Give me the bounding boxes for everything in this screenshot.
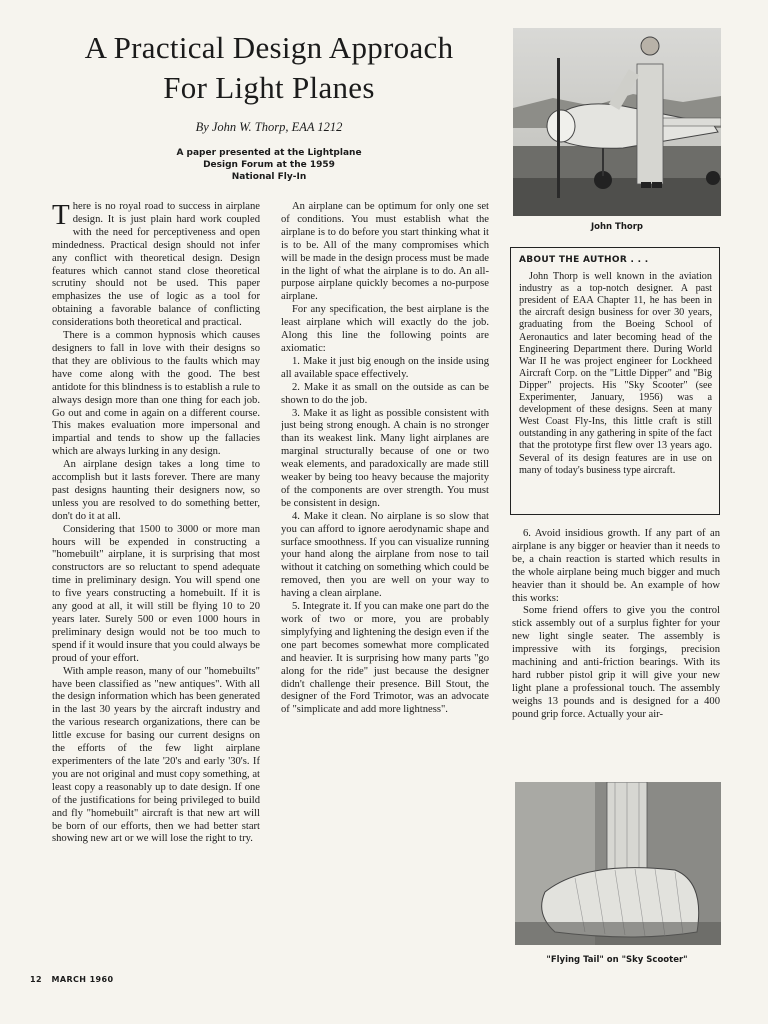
drop-cap: T — [52, 201, 70, 231]
paragraph-3: An airplane design takes a long time to accomplish but it lasts forever. There are many past designs haunting their designers now, so unless you are resolved to do something better, don't do it at all. — [52, 459, 260, 522]
paragraph-10: 3. Make it as light as possible consistent with just being strong enough. A chain is no stronger than its weakest link. Many light airplanes are marginal structurally because of one or two weak elements, and paradoxically are made still weaker by being too heavy because the majority of the components are over strength. You must be consistent in design. — [281, 407, 489, 509]
subtitle-line-1: A paper presented at the Lightplane — [176, 148, 362, 158]
byline: By John W. Thorp, EAA 1212 — [195, 120, 343, 134]
author-airplane-illustration — [513, 28, 721, 216]
text-column-2 — [281, 201, 489, 965]
flying-tail-caption: "Flying Tail" on "Sky Scooter" — [546, 955, 688, 965]
subtitle-line-3: National Fly-In — [231, 172, 307, 182]
title-line-1: A Practical Design Approach — [84, 30, 454, 65]
page-footer — [30, 975, 113, 984]
paragraph-14: Some friend offers to give you the control stick assembly out of a surplus fighter for your new light single seater. The assembly is impressive with its forgings, precision machining and anti-friction bearings. With its hard rubber pistol grip it will give your new light plane a professional touch. The assembly weighs 13 pounds and is designed for a 400 pound grip force. Actually your air- — [512, 605, 720, 720]
issue-date: MARCH 1960 — [51, 975, 114, 984]
presentation-note — [150, 147, 388, 183]
page-number: 12 — [30, 975, 42, 984]
paragraph-9: 2. Make it as small on the outside as can be shown to do the job. — [281, 381, 489, 406]
paragraph-12: 5. Integrate it. If you can make one part do the work of two or more, you are probably simplyfying and lightening the design even if the one part becomes somewhat more complicated and heavier. It is surprising how many parts "go along for the ride" just because the designer didn't challenge their presence. Bill Stout, the designer of the Ford Trimotor, was an advocate of "simplicate and add more lightness". — [281, 601, 489, 716]
paragraph-5: With ample reason, many of our "homebuilts" have been classified as "new antiques". With all the design information which has been generated in the last 30 years by the aircraft industry and the various research organizations, there can be little excuse for basing our current designs on the efforts of the few light airplane experimenters of the late '20's and early '30's. If you are not original and must copy something, at least copy a reasonably up to date design. If one of the justifications for being privileged to build and fly "homebuilt" aircraft is that new art will be born of our efforts, then we had better start showing new art or we will lose the right to try. — [52, 665, 260, 845]
paragraph-2: There is a common hypnosis which causes designers to fall in love with their designs so that they are oblivious to the faults which may have come along with the good. The best antidote for this blindness is to establish a rule to always design more than one thing for each job. Go out and come in again on a different course. This makes evaluation more impersonal and impartial and tends to show up the fallacies which are always lurking in any design. — [52, 330, 260, 458]
text-column-1 — [52, 201, 260, 965]
paragraph-8: 1. Make it just big enough on the inside using all available space effectively. — [281, 355, 489, 380]
paragraph-6: An airplane can be optimum for only one set of conditions. You must establish what the airplane is to do before you start thinking what it is to be. All of the many compromises which will be made in the design process must be made in the light of what the airplane is to do. An all-purpose airplane quickly becomes a no-purpose airplane. — [281, 201, 489, 303]
flying-tail-photo — [515, 782, 721, 945]
flying-tail-illustration — [515, 782, 721, 945]
paragraph-1 — [52, 201, 260, 330]
author-box-heading: ABOUT THE AUTHOR . . . — [519, 255, 649, 265]
subtitle-line-2: Design Forum at the 1959 — [203, 160, 335, 170]
author-box-text: John Thorp is well known in the aviation industry as a top-notch designer. A past president of EAA Chapter 11, he has been in the aircraft design business for over 30 years, graduating from the Boeing School of Aeronautics and later becoming head of the Engineering Department there. During World War II he was project engineer for Lockheed Aircraft Corp. on the "Little Dipper" and "Big Dipper" projects. His "Sky Scooter" (see Experimenter, January, 1956) was a development of these designs. Seen at many West Coast Fly-Ins, this little craft is still outstanding in any gathering in spite of the fact that the prototype first flew over 13 years ago. Several of its design features are in use on many of today's business type aircraft. — [519, 271, 712, 476]
paragraph-7: For any specification, the best airplane is the least airplane which will exactly do the job. Along this line the following points are axiomatic: — [281, 304, 489, 354]
about-the-author-box — [510, 247, 720, 515]
author-photo-caption: John Thorp — [590, 222, 644, 232]
title-line-2: For Light Planes — [163, 70, 375, 105]
text-column-3 — [512, 528, 720, 768]
paragraph-13: 6. Avoid insidious growth. If any part of an airplane is any bigger or heavier than it needs to be, a chain reaction is started which results in the whole airplane being much bigger and much heavier than it should be. An example of how this works: — [512, 528, 720, 604]
paragraph-11: 4. Make it clean. No airplane is so slow that you can afford to ignore aerodynamic shape and surface smoothness. If you can visualize running your hand along the airplane from nose to tail without it catching on something which could be removed, then you are well on your way to having a clean airplane. — [281, 510, 489, 600]
author-photo — [513, 28, 721, 216]
article-title — [30, 28, 508, 108]
paragraph-1-text: here is no royal road to success in airplane design. It is just plain hard work coupled with the need for perceptiveness and open mindedness. Practical design should not infer any conflict with theoretical design. Design features which cannot stand close theoretical scrutiny should not be used. This paper emphasizes the use of logic as a tool for obtaining a favorable balance of conflicting considerations both theoretical and practical. — [52, 201, 260, 329]
paragraph-4: Considering that 1500 to 3000 or more man hours will be expended in constructing a "homebuilt" airplane, it is surprising that most constructors are so reluctant to spend adequate time in preliminary design. You will spend one to five years constructing a homebuilt. If it is any good at all, it will still be flying 10 to 20 years later. Surely 500 or even 1000 hours in preliminary design would not be too much to spend if it would insure that you could always be proud of your effort. — [52, 523, 260, 664]
